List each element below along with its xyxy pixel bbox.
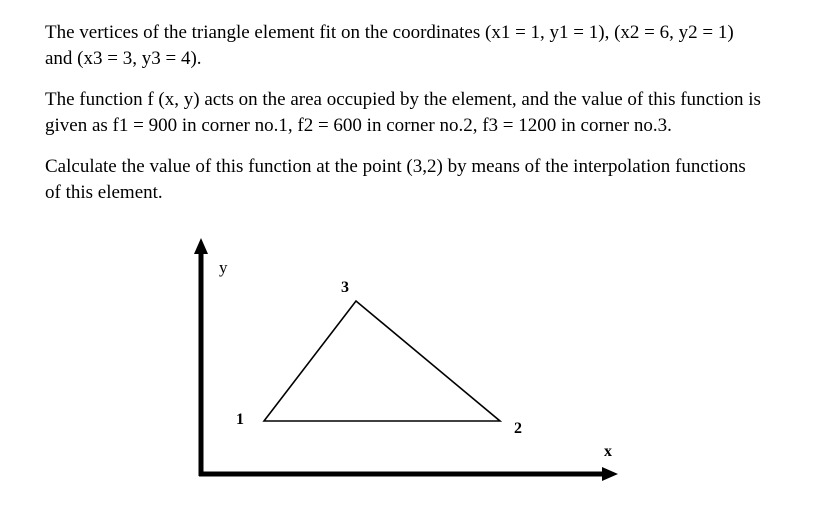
paragraph-line: and (x3 = 3, y3 = 4). xyxy=(45,48,202,69)
vertex-label-1: 1 xyxy=(236,411,244,428)
x-axis-arrowhead xyxy=(602,467,618,481)
paragraph-line: of this element. xyxy=(45,182,163,203)
paragraph-line: The vertices of the triangle element fit on the coordinates (x1 = 1, y1 = 1), (x2 = 6, y2 = 1) xyxy=(45,22,734,43)
triangle-element xyxy=(264,301,500,421)
paragraph-line: given as f1 = 900 in corner no.1, f2 = 600 in corner no.2, f3 = 1200 in corner no.3. xyxy=(45,115,672,136)
y-axis-arrowhead xyxy=(194,238,208,254)
paragraph-line: Calculate the value of this function at the point (3,2) by means of the interpolation functions xyxy=(45,156,746,177)
y-axis-label: y xyxy=(219,258,228,277)
vertex-label-2: 2 xyxy=(514,420,522,437)
x-axis-label: x xyxy=(604,443,612,460)
paragraph-line: The function f (x, y) acts on the area occupied by the element, and the value of this function is xyxy=(45,89,761,110)
vertex-label-3: 3 xyxy=(341,279,349,296)
